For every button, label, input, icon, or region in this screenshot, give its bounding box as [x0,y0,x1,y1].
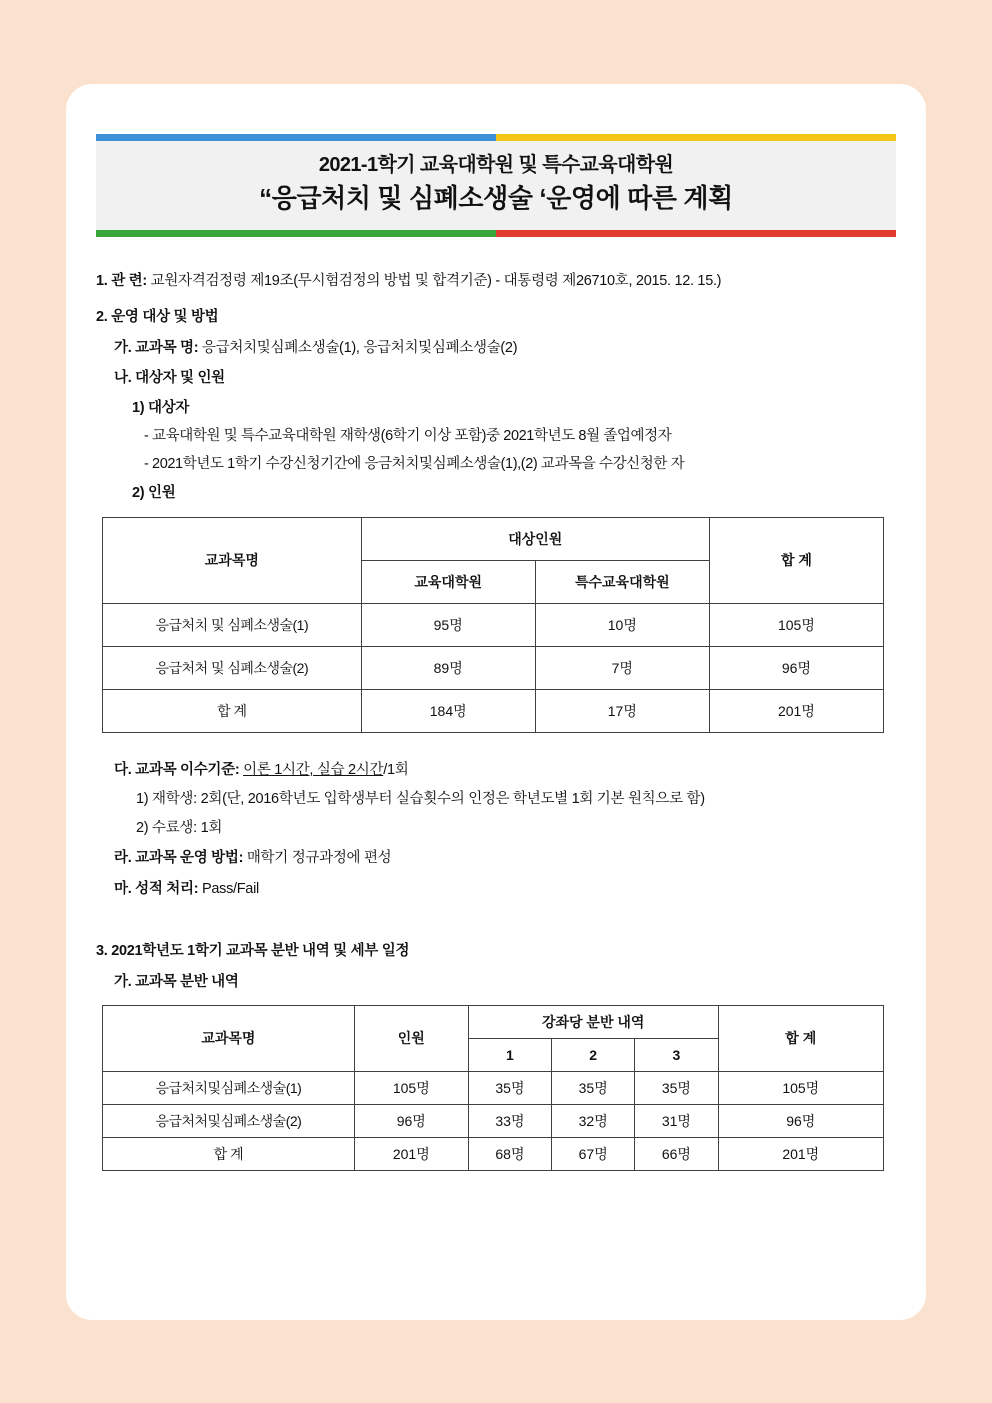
table-row [103,604,884,647]
cell-special: 10명 [535,604,709,647]
section-2-item-b1-bullet-1: - 교육대학원 및 특수교육대학원 재학생(6학기 이상 포함)중 2021학년도 8월 졸업예정자 [144,427,672,444]
cell-class-2: 67명 [552,1138,635,1171]
title-box [96,141,896,230]
cell-total: 105명 [709,604,883,647]
table-row [103,1072,884,1105]
title-bar-green-segment [96,230,496,237]
document-page [66,84,926,1320]
section-2-item-b-label: 나. 대상자 및 인원 [114,370,225,387]
cell-class-2: 32명 [552,1105,635,1138]
th-grad-school: 교육대학원 [361,561,535,604]
table-header-row [103,518,884,561]
cell-grad: 95명 [361,604,535,647]
section-2-item-d-label: 라. 교과목 운영 방법: [114,850,244,867]
th-target-group: 대상인원 [361,518,709,561]
cell-class-3: 66명 [635,1138,718,1171]
cell-grad: 89명 [361,647,535,690]
section-2-item-a-label: 가. 교과목 명: [114,339,199,356]
cell-subject: 응급처처및심폐소생술(2) [103,1105,355,1138]
document-body [96,271,896,1171]
table-row-total [103,1138,884,1171]
section-2-item-c-label: 다. 교과목 이수기준: [114,762,240,779]
cell-class-1: 68명 [468,1138,551,1171]
th-total: 합 계 [718,1006,883,1072]
cell-subject: 응급처치 및 심폐소생술(1) [103,604,362,647]
th-subject: 교과목명 [103,518,362,604]
cell-class-3: 31명 [635,1105,718,1138]
section-2-item-a [114,338,896,360]
th-special-grad-school: 특수교육대학원 [535,561,709,604]
cell-class-2: 35명 [552,1072,635,1105]
th-class-split: 강좌당 분반 내역 [468,1006,718,1039]
title-line-1: 2021-1학기 교육대학원 및 특수교육대학원 [318,154,674,176]
section-2-item-d [114,848,896,870]
section-2-item-a-text: 응급처치및심폐소생술(1), 응급처치및심폐소생술(2) [201,339,518,356]
cell-special: 17명 [535,690,709,733]
cell-grad: 184명 [361,690,535,733]
section-2-item-c1: 1) 재학생: 2회(단, 2016학년도 입학생부터 실습횟수의 인정은 학년도별 1회 기본 원칙으로 함) [136,790,705,807]
cell-class-1: 35명 [468,1072,551,1105]
cell-total: 201명 [718,1138,883,1171]
document-content [96,134,896,1171]
cell-subject: 합 계 [103,690,362,733]
table-row-total [103,690,884,733]
cell-special: 7명 [535,647,709,690]
section-2-item-c [114,760,896,782]
title-bottom-color-bar [96,230,896,237]
title-bar-blue-segment [96,134,496,141]
th-count: 인원 [354,1006,468,1072]
section-2-item-b2-label: 2) 인원 [132,485,176,502]
section-1 [96,271,896,293]
cell-total: 201명 [709,690,883,733]
cell-subject: 합 계 [103,1138,355,1171]
table-header-row [103,1006,884,1039]
section-1-text: 교원자격검정령 제19조(무시험검정의 방법 및 합격기준) - 대통령령 제26710호, 2015. 12. 15.) [150,273,722,290]
th-subject: 교과목명 [103,1006,355,1072]
document-title-block [96,134,896,237]
section-2-item-d-text: 매학기 정규과정에 편성 [246,850,392,867]
cell-total: 96명 [709,647,883,690]
class-split-table [102,1005,884,1171]
section-2-item-c-tail: /1회 [383,762,409,779]
cell-count: 105명 [354,1072,468,1105]
section-1-label: 1. 관 련: [96,273,147,290]
section-2-heading: 2. 운영 대상 및 방법 [96,308,219,325]
section-2-item-e-label: 마. 성적 처리: [114,881,199,898]
section-3-item-a-label: 가. 교과목 분반 내역 [114,973,239,990]
th-total: 합 계 [709,518,883,604]
section-2-item-b1-label: 1) 대상자 [132,400,190,417]
cell-total: 96명 [718,1105,883,1138]
cell-count: 201명 [354,1138,468,1171]
cell-class-3: 35명 [635,1072,718,1105]
th-class-1: 1 [468,1039,551,1072]
title-bar-yellow-segment [496,134,896,141]
section-3-heading: 3. 2021학년도 1학기 교과목 분반 내역 및 세부 일정 [96,942,410,959]
title-bar-red-segment [496,230,896,237]
enrollment-table [102,517,884,733]
th-class-3: 3 [635,1039,718,1072]
section-2-item-e [114,879,896,901]
section-2-item-e-text: Pass/Fail [201,881,259,898]
cell-count: 96명 [354,1105,468,1138]
cell-subject: 응급처처 및 심폐소생술(2) [103,647,362,690]
cell-total: 105명 [718,1072,883,1105]
section-2-item-c-underlined: 이론 1시간, 실습 2시간 [243,762,384,779]
cell-subject: 응급처치및심폐소생술(1) [103,1072,355,1105]
th-class-2: 2 [552,1039,635,1072]
section-2-item-c2: 2) 수료생: 1회 [136,819,223,836]
title-line-2: “응급처치 및 심폐소생술 ‘운영에 따른 계획 [259,183,733,213]
cell-class-1: 33명 [468,1105,551,1138]
table-row [103,1105,884,1138]
title-top-color-bar [96,134,896,141]
table-row [103,647,884,690]
section-2-item-b1-bullet-2: - 2021학년도 1학기 수강신청기간에 응금처치및심폐소생술(1),(2) 교과목을 수강신청한 자 [144,455,685,472]
